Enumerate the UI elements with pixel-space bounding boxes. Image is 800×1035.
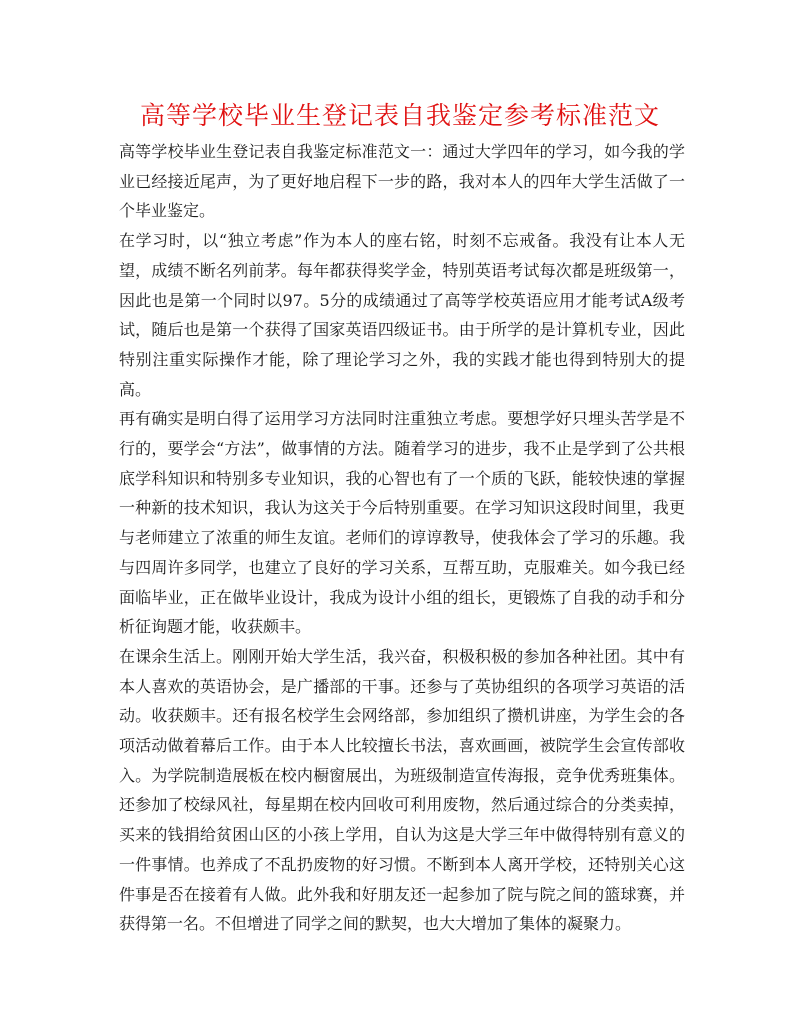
- paragraph-3: 再有确实是明白得了运用学习方法同时注重独立考虑。要想学好只埋头苦学是不行的，要学会“方法”，做事情的方法。随着学习的进步，我不止是学到了公共根底学科知识和特别多专业知识，我的心智也有了一个质的飞跃，能较快速的掌握一种新的技术知识，我认为这关于今后特别重要。在学习知识这段时间里，我更与老师建立了浓重的师生友谊。老师们的谆谆教导，使我体会了学习的乐趣。我与四周许多同学，也建立了良好的学习关系，互帮互助，克服难关。如今我已经面临毕业，正在做毕业设计，我成为设计小组的组长，更锻炼了自我的动手和分析征询题才能，收获颇丰。: [119, 409, 685, 637]
- document-body: [119, 137, 685, 939]
- paragraph-2: 在学习时，以“独立考虑”作为本人的座右铭，时刻不忘戒备。我没有让本人无望，成绩不断名列前茅。每年都获得奖学金，特别英语考试每次都是班级第一，因此也是第一个同时以97。5分的成绩通过了高等学校英语应用才能考试A级考试，随后也是第一个获得了国家英语四级证书。由于所学的是计算机专业，因此特别注重实际操作才能，除了理论学习之外，我的实践才能也得到特别大的提高。: [119, 231, 685, 399]
- paragraph-1: 高等学校毕业生登记表自我鉴定标准范文一：通过大学四年的学习，如今我的学业已经接近尾声，为了更好地启程下一步的路，我对本人的四年大学生活做了一个毕业鉴定。: [119, 142, 685, 221]
- document-title: 高等学校毕业生登记表自我鉴定参考标准范文: [139, 101, 660, 130]
- paragraph-4: 在课余生活上。刚刚开始大学生活，我兴奋，积极积极的参加各种社团。其中有本人喜欢的英语协会，是广播部的干事。还参与了英协组织的各项学习英语的活动。收获颇丰。还有报名校学生会网络部，参加组织了攒机讲座，为学生会的各项活动做着幕后工作。由于本人比较擅长书法，喜欢画画，被院学生会宣传部收入。为学院制造展板在校内橱窗展出，为班级制造宣传海报，竞争优秀班集体。还参加了校绿风社，每星期在校内回收可利用废物，然后通过综合的分类卖掉，买来的钱捐给贫困山区的小孩上学用，自认为这是大学三年中做得特别有意义的一件事情。也养成了不乱扔废物的好习惯。不断到本人离开学校，还特别关心这件事是否在接着有人做。此外我和好朋友还一起参加了院与院之间的篮球赛，并获得第一名。不但增进了同学之间的默契，也大大增加了集体的凝聚力。: [119, 646, 685, 934]
